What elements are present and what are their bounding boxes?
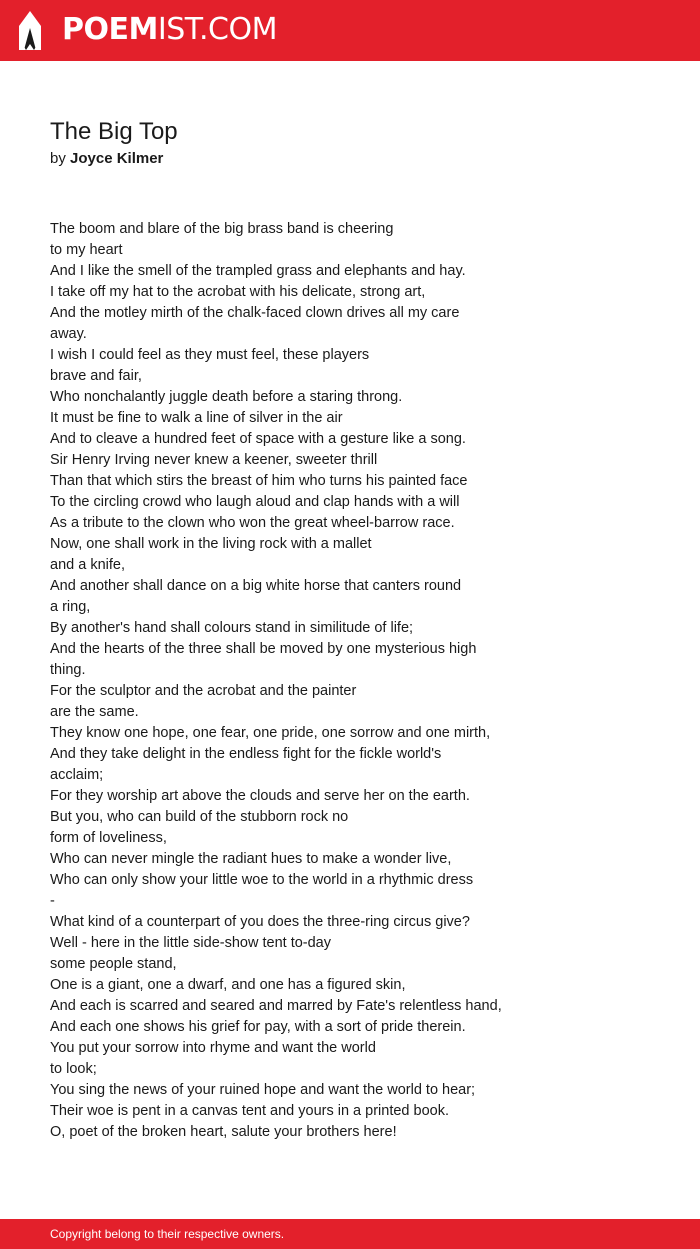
poem-line: Well - here in the little side-show tent to-day — [50, 935, 332, 951]
poem-line: And to cleave a hundred feet of space with a gesture like a song. — [50, 431, 466, 447]
poem-line: some people stand, — [50, 956, 177, 972]
poem-line: What kind of a counterpart of you does the three-ring circus give? — [50, 914, 470, 930]
logo-light-text: IST.COM — [157, 12, 277, 47]
poem-line: - — [50, 893, 55, 909]
poem-line: And the hearts of the three shall be moved by one mysterious high — [50, 641, 477, 657]
poem-line: I wish I could feel as they must feel, these players — [50, 347, 370, 363]
poem-line: are the same. — [50, 704, 139, 720]
poem-line: And I like the smell of the trampled grass and elephants and hay. — [50, 263, 466, 279]
poem-line: Sir Henry Irving never knew a keener, sweeter thrill — [50, 452, 378, 468]
pencil-logo-icon[interactable] — [17, 10, 43, 52]
poem-line: acclaim; — [50, 767, 104, 783]
poem-line: But you, who can build of the stubborn rock no — [50, 809, 349, 825]
poem-line: You sing the news of your ruined hope and want the world to hear; — [50, 1082, 476, 1098]
poem-line: As a tribute to the clown who won the great wheel-barrow race. — [50, 515, 455, 531]
poem-line: thing. — [50, 662, 86, 678]
poem-line: And another shall dance on a big white horse that canters round — [50, 578, 462, 594]
author-name: Joyce Kilmer — [70, 150, 164, 167]
logo-bold-text: POEM — [62, 12, 158, 47]
poem-line: O, poet of the broken heart, salute your brothers here! — [50, 1124, 397, 1140]
poem-line: away. — [50, 326, 87, 342]
site-logo[interactable] — [62, 11, 277, 49]
poem-line: They know one hope, one fear, one pride, one sorrow and one mirth, — [50, 725, 491, 741]
by-label: by — [50, 150, 66, 167]
poem-line: One is a giant, one a dwarf, and one has a figured skin, — [50, 977, 406, 993]
poem-line: You put your sorrow into rhyme and want the world — [50, 1040, 376, 1056]
poem-line: to my heart — [50, 242, 123, 258]
poem-line: To the circling crowd who laugh aloud and clap hands with a will — [50, 494, 460, 510]
poem-line: brave and fair, — [50, 368, 142, 384]
site-header — [0, 0, 700, 61]
poem-line: And they take delight in the endless fight for the fickle world's — [50, 746, 442, 762]
poem-title: The Big Top — [50, 118, 178, 145]
poem-line: Who nonchalantly juggle death before a staring throng. — [50, 389, 403, 405]
poem-line: Now, one shall work in the living rock with a mallet — [50, 536, 372, 552]
poem-line: And each one shows his grief for pay, with a sort of pride therein. — [50, 1019, 466, 1035]
poem-line: to look; — [50, 1061, 97, 1077]
poem-line: Their woe is pent in a canvas tent and yours in a printed book. — [50, 1103, 449, 1119]
site-footer — [0, 1219, 700, 1249]
poem-line: For they worship art above the clouds and serve her on the earth. — [50, 788, 470, 804]
copyright-text: Copyright belong to their respective owners. — [50, 1227, 285, 1241]
poem-body — [50, 219, 650, 1143]
poem-line: I take off my hat to the acrobat with his delicate, strong art, — [50, 284, 426, 300]
poem-line: Who can only show your little woe to the world in a rhythmic dress — [50, 872, 474, 888]
poem-line: The boom and blare of the big brass band is cheering — [50, 221, 394, 237]
poem-line: And each is scarred and seared and marred by Fate's relentless hand, — [50, 998, 502, 1014]
poem-line: Who can never mingle the radiant hues to make a wonder live, — [50, 851, 452, 867]
poem-line: And the motley mirth of the chalk-faced clown drives all my care — [50, 305, 460, 321]
poem-line: a ring, — [50, 599, 91, 615]
poem-line: It must be fine to walk a line of silver in the air — [50, 410, 343, 426]
poem-line: Than that which stirs the breast of him who turns his painted face — [50, 473, 468, 489]
poem-line: For the sculptor and the acrobat and the painter — [50, 683, 357, 699]
byline — [50, 149, 163, 169]
poem-line: and a knife, — [50, 557, 125, 573]
poem-line: By another's hand shall colours stand in similitude of life; — [50, 620, 414, 636]
poem-line: form of loveliness, — [50, 830, 167, 846]
